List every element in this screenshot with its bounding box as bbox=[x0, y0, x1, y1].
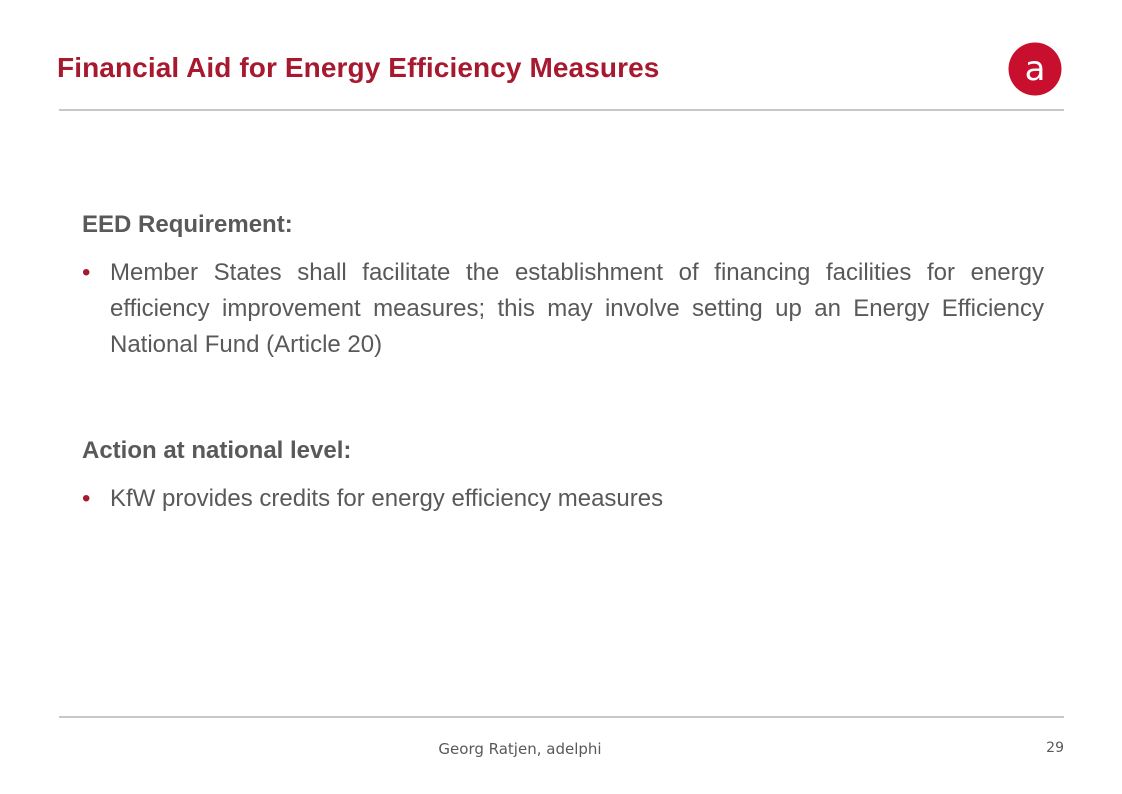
bullet-item bbox=[82, 255, 1044, 363]
footer-divider bbox=[59, 716, 1064, 718]
bullet-icon: • bbox=[82, 259, 91, 286]
section-heading: Action at national level: bbox=[82, 437, 352, 464]
slide-body bbox=[82, 207, 1044, 517]
section-national-action bbox=[82, 433, 1044, 517]
title-divider bbox=[59, 109, 1064, 111]
section-heading: EED Requirement: bbox=[82, 211, 293, 238]
section-eed-requirement bbox=[82, 207, 1044, 363]
adelphi-logo-icon bbox=[1008, 42, 1062, 96]
bullet-item bbox=[82, 481, 1044, 517]
bullet-text: Member States shall facilitate the establishment of financing facilities for energy efficiency improvement measures; this may involve setting up an Energy Efficiency National Fund (Article 20) bbox=[110, 259, 1044, 358]
bullet-text: KfW provides credits for energy efficiency measures bbox=[110, 485, 664, 512]
logo-letter: a bbox=[1024, 49, 1046, 89]
page-number: 29 bbox=[1046, 740, 1064, 756]
bullet-list bbox=[82, 255, 1044, 363]
bullet-icon: • bbox=[82, 485, 91, 512]
slide-title: Financial Aid for Energy Efficiency Measures bbox=[57, 52, 660, 83]
footer-author: Georg Ratjen, adelphi bbox=[438, 740, 602, 758]
bullet-list bbox=[82, 481, 1044, 517]
